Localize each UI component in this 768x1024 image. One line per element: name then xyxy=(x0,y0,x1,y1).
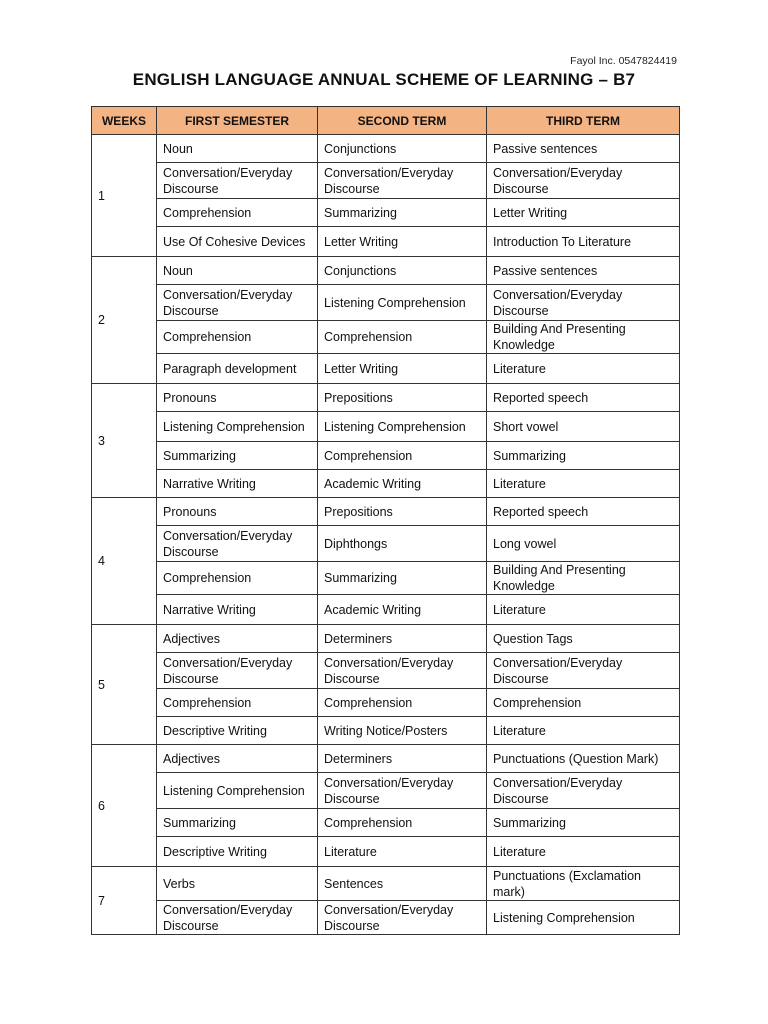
second-term-cell: Determiners xyxy=(318,745,487,773)
first-semester-cell: Conversation/Everyday Discourse xyxy=(157,526,318,562)
week-number-cell: 5 xyxy=(92,625,157,745)
first-semester-cell: Use Of Cohesive Devices xyxy=(157,227,318,257)
third-term-cell: Conversation/Everyday Discourse xyxy=(487,163,680,199)
third-term-cell: Literature xyxy=(487,354,680,384)
third-term-cell: Comprehension xyxy=(487,689,680,717)
table-row xyxy=(92,901,680,935)
first-semester-cell: Narrative Writing xyxy=(157,595,318,625)
third-term-cell: Short vowel xyxy=(487,412,680,442)
table-row xyxy=(92,199,680,227)
second-term-cell: Academic Writing xyxy=(318,595,487,625)
third-term-cell: Passive sentences xyxy=(487,257,680,285)
second-term-cell: Conversation/Everyday Discourse xyxy=(318,773,487,809)
third-term-cell: Passive sentences xyxy=(487,135,680,163)
second-term-cell: Prepositions xyxy=(318,498,487,526)
third-term-cell: Conversation/Everyday Discourse xyxy=(487,653,680,689)
first-semester-cell: Pronouns xyxy=(157,384,318,412)
table-row xyxy=(92,384,680,412)
third-term-cell: Punctuations (Question Mark) xyxy=(487,745,680,773)
publisher-note: Fayol Inc. 0547824419 xyxy=(570,55,677,67)
first-semester-cell: Noun xyxy=(157,257,318,285)
first-semester-cell: Comprehension xyxy=(157,689,318,717)
week-number-cell: 4 xyxy=(92,498,157,625)
table-row xyxy=(92,442,680,470)
second-term-cell: Comprehension xyxy=(318,321,487,354)
second-term-cell: Literature xyxy=(318,837,487,867)
first-semester-cell: Listening Comprehension xyxy=(157,773,318,809)
first-semester-cell: Narrative Writing xyxy=(157,470,318,498)
table-row xyxy=(92,745,680,773)
first-semester-cell: Adjectives xyxy=(157,625,318,653)
first-semester-cell: Conversation/Everyday Discourse xyxy=(157,653,318,689)
column-header-first-semester: FIRST SEMESTER xyxy=(157,107,318,135)
first-semester-cell: Descriptive Writing xyxy=(157,717,318,745)
first-semester-cell: Summarizing xyxy=(157,442,318,470)
third-term-cell: Question Tags xyxy=(487,625,680,653)
third-term-cell: Listening Comprehension xyxy=(487,901,680,935)
first-semester-cell: Comprehension xyxy=(157,321,318,354)
first-semester-cell: Conversation/Everyday Discourse xyxy=(157,901,318,935)
table-row xyxy=(92,562,680,595)
first-semester-cell: Comprehension xyxy=(157,199,318,227)
table-row xyxy=(92,867,680,901)
week-number-cell: 2 xyxy=(92,257,157,384)
third-term-cell: Letter Writing xyxy=(487,199,680,227)
table-row xyxy=(92,227,680,257)
table-row xyxy=(92,257,680,285)
table-row xyxy=(92,163,680,199)
second-term-cell: Conversation/Everyday Discourse xyxy=(318,163,487,199)
week-number-cell: 3 xyxy=(92,384,157,498)
first-semester-cell: Noun xyxy=(157,135,318,163)
second-term-cell: Listening Comprehension xyxy=(318,285,487,321)
second-term-cell: Conversation/Everyday Discourse xyxy=(318,901,487,935)
first-semester-cell: Comprehension xyxy=(157,562,318,595)
third-term-cell: Punctuations (Exclamation mark) xyxy=(487,867,680,901)
first-semester-cell: Conversation/Everyday Discourse xyxy=(157,163,318,199)
third-term-cell: Reported speech xyxy=(487,498,680,526)
third-term-cell: Reported speech xyxy=(487,384,680,412)
third-term-cell: Literature xyxy=(487,470,680,498)
third-term-cell: Summarizing xyxy=(487,442,680,470)
second-term-cell: Determiners xyxy=(318,625,487,653)
third-term-cell: Literature xyxy=(487,837,680,867)
week-number-cell: 1 xyxy=(92,135,157,257)
table-row xyxy=(92,625,680,653)
first-semester-cell: Descriptive Writing xyxy=(157,837,318,867)
third-term-cell: Long vowel xyxy=(487,526,680,562)
second-term-cell: Listening Comprehension xyxy=(318,412,487,442)
second-term-cell: Comprehension xyxy=(318,809,487,837)
first-semester-cell: Summarizing xyxy=(157,809,318,837)
second-term-cell: Letter Writing xyxy=(318,354,487,384)
table-row xyxy=(92,595,680,625)
third-term-cell: Building And Presenting Knowledge xyxy=(487,321,680,354)
third-term-cell: Conversation/Everyday Discourse xyxy=(487,773,680,809)
second-term-cell: Sentences xyxy=(318,867,487,901)
third-term-cell: Literature xyxy=(487,717,680,745)
table-row xyxy=(92,689,680,717)
table-row xyxy=(92,354,680,384)
week-number-cell: 6 xyxy=(92,745,157,867)
second-term-cell: Comprehension xyxy=(318,689,487,717)
column-header-third-term: THIRD TERM xyxy=(487,107,680,135)
second-term-cell: Writing Notice/Posters xyxy=(318,717,487,745)
first-semester-cell: Listening Comprehension xyxy=(157,412,318,442)
scheme-table xyxy=(91,106,680,935)
first-semester-cell: Paragraph development xyxy=(157,354,318,384)
week-number-cell: 7 xyxy=(92,867,157,935)
table-row xyxy=(92,470,680,498)
second-term-cell: Letter Writing xyxy=(318,227,487,257)
second-term-cell: Prepositions xyxy=(318,384,487,412)
table-row xyxy=(92,285,680,321)
table-row xyxy=(92,526,680,562)
column-header-weeks: WEEKS xyxy=(92,107,157,135)
second-term-cell: Conversation/Everyday Discourse xyxy=(318,653,487,689)
second-term-cell: Diphthongs xyxy=(318,526,487,562)
third-term-cell: Building And Presenting Knowledge xyxy=(487,562,680,595)
second-term-cell: Summarizing xyxy=(318,199,487,227)
first-semester-cell: Verbs xyxy=(157,867,318,901)
table-row xyxy=(92,773,680,809)
first-semester-cell: Conversation/Everyday Discourse xyxy=(157,285,318,321)
column-header-second-term: SECOND TERM xyxy=(318,107,487,135)
table-body xyxy=(92,135,680,935)
second-term-cell: Conjunctions xyxy=(318,135,487,163)
table-row xyxy=(92,412,680,442)
first-semester-cell: Pronouns xyxy=(157,498,318,526)
second-term-cell: Conjunctions xyxy=(318,257,487,285)
table-row xyxy=(92,653,680,689)
second-term-cell: Summarizing xyxy=(318,562,487,595)
second-term-cell: Comprehension xyxy=(318,442,487,470)
table-header-row xyxy=(92,107,680,135)
document-title: ENGLISH LANGUAGE ANNUAL SCHEME OF LEARNING – B7 xyxy=(132,70,636,89)
third-term-cell: Conversation/Everyday Discourse xyxy=(487,285,680,321)
table-row xyxy=(92,135,680,163)
third-term-cell: Literature xyxy=(487,595,680,625)
second-term-cell: Academic Writing xyxy=(318,470,487,498)
first-semester-cell: Adjectives xyxy=(157,745,318,773)
third-term-cell: Introduction To Literature xyxy=(487,227,680,257)
table-row xyxy=(92,321,680,354)
table-row xyxy=(92,717,680,745)
table-row xyxy=(92,837,680,867)
third-term-cell: Summarizing xyxy=(487,809,680,837)
table-row xyxy=(92,809,680,837)
table-row xyxy=(92,498,680,526)
